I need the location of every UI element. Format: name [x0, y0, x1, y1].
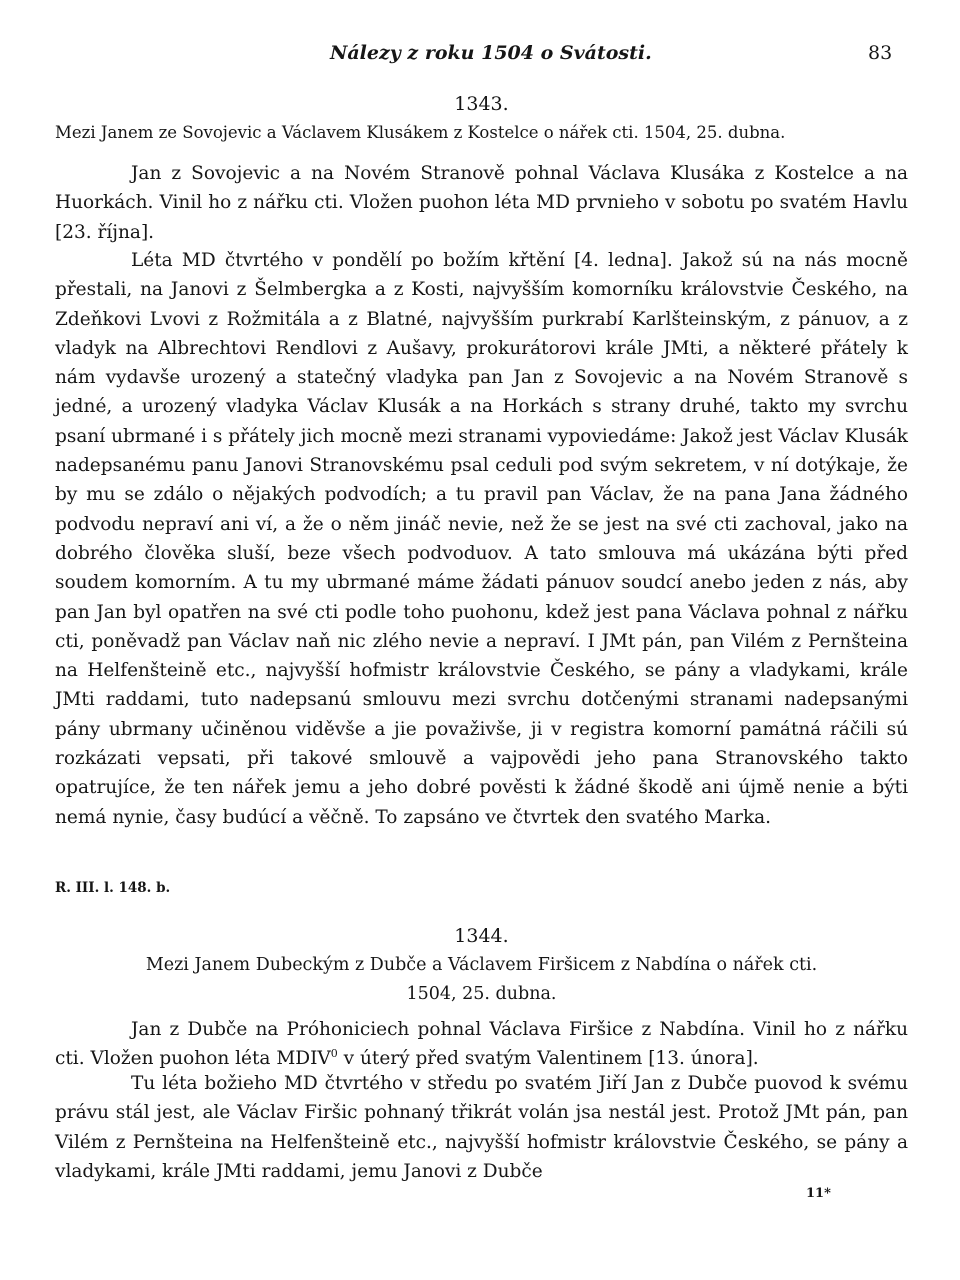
superscript: 0 [330, 1047, 338, 1061]
body-paragraph: Jan z Sovojevic a na Novém Stranově pohnal Václava Klusáka z Kostelce a na Huorkách. Vinil ho z nářku cti. Vložen puohon léta MD prvnieho v sobotu po svatém Havlu [23. října]. [55, 163, 908, 243]
body-paragraph: Léta MD čtvrtého v pondělí po božím křtění [4. ledna]. Jakož sú na nás mocně přestali, na Janovi z Šelmbergka a z Kosti, najvyšším komorníku královstvie Českého, na Zdeňkovi Lvovi z Rožmitála a z Blatné, najvyšším purkrabí Karlšteinským, z pánuov, a z vladyk na Albrechtovi Rendlovi z Aušavy, prokurátorovi krále JMti, a některé přátely k nám vydavše urozený a statečný vladyka pan Jan z Sovojevic a na Novém Stranově s jedné, a urozený vladyka Václav Klusák a na Horkách s strany druhé, takto my svrchu psaní ubrmané i s přátely jich mocně mezi stranami vypoviedáme: Jakož jest Václav Klusák nadepsanému panu Janovi Stranovskému psal ceduli pod svým sekretem, v ní dotýkaje, že by mu se zdálo o nějakých podvodích; a tu pravil pan Václav, že na pana Jana žádného podvodu nepraví ani ví, a že o něm jináč nevie, než že se jest na své cti zachoval, jako na dobrého člověka sluší, beze všech podvoduov. A tato smlouva má ukázána býti před soudem komorním. A tu my ubrmané máme žádati pánuov soudcí anebo jeden z nás, aby pan Jan byl opatřen na své cti podle toho puohonu, kdež jest pana Václava pohnal z nářku cti, poněvadž pan Václav naň nic zlého nevie a nepraví. I JMt pán, pan Vilém z Pernšteina na Helfenšteině etc., najvyšší hofmistr královstvie Českého, se pány a vladykami, krále JMti raddami, tuto nadepsanú smlouvu mezi svrchu dotčenými stranami nadepsanými pány ubrmany učiněnou viděvše a jie považivše, ji v registra komorní památná ráčili sú rozkázati vepsati, při takové smlouvě a vajpovědi jeho pana Stranovského takto opatrujíce, že ten nářek jemu a jeho dobré pověsti k žádné škodě ani újmě nenie a býti nemá nynie, časy budúcí a věčně. To zapsáno ve čtvrtek den svatého Marka. [55, 250, 908, 828]
entry-summary: Mezi Janem ze Sovojevic a Václavem Klusákem z Kostelce o nářek cti. 1504, 25. dubna. [55, 123, 786, 142]
body-paragraph [55, 1015, 908, 1074]
paragraph-text: v úterý před svatým Valentinem [13. února]. [337, 1048, 759, 1070]
body-paragraph: Tu léta božieho MD čtvrtého v středu po svatém Jiří Jan z Dubče puovod k svému právu stál jest, ale Václav Firšic pohnaný třikrát volán jsa nestál jest. Protož JMt pán, pan Vilém z Pernšteina na Helfenšteině etc., najvyšší hofmistr královstvie Českého, se pány a vladykami, krále JMti raddami, jemu Janovi z Dubče [55, 1073, 908, 1182]
entry-number: 1343. [454, 93, 509, 115]
source-reference: R. III. l. 148. b. [55, 880, 171, 896]
entry-number: 1344. [454, 925, 509, 947]
signature-mark: 11* [806, 1186, 831, 1201]
entry-date: 1504, 25. dubna. [406, 984, 557, 1004]
running-title: Nálezy z roku 1504 o Svátosti. [330, 42, 652, 64]
paragraph-text: Jan z Dubče na Próhoniciech pohnal Václava Firšice z Nabdína. Vinil ho z nářku cti. Vložen puohon léta MDIV [55, 1019, 908, 1070]
page-number: 83 [868, 42, 893, 64]
entry-summary: Mezi Janem Dubeckým z Dubče a Václavem Firšicem z Nabdína o nářek cti. [145, 955, 818, 975]
